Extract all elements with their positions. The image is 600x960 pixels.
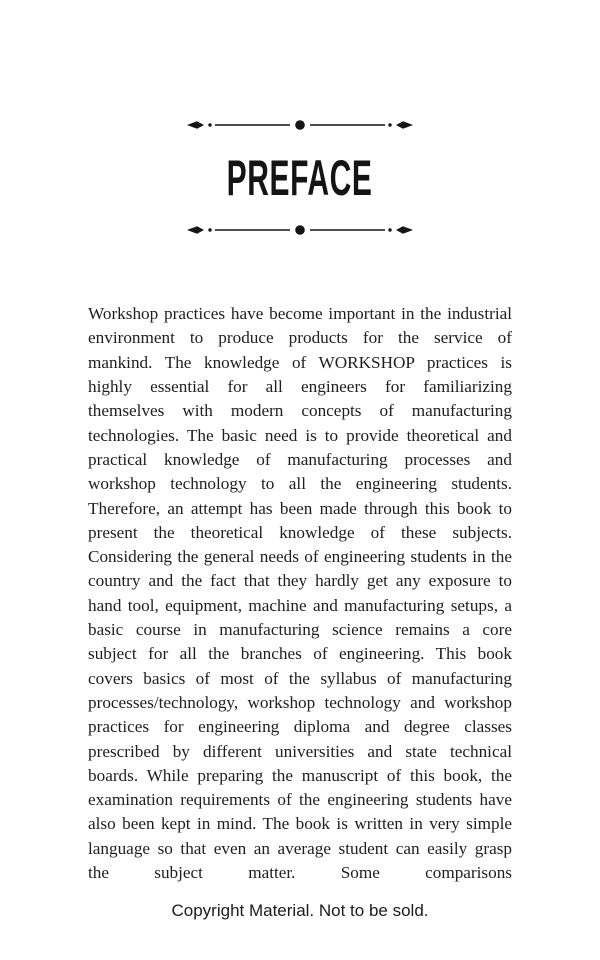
page-title: PREFACE (227, 150, 373, 206)
small-dot-icon (388, 228, 391, 231)
divider-ornament-icon (187, 223, 413, 237)
right-diamond-icon (396, 121, 413, 129)
preface-paragraph: Workshop practices have become important in the industrial environment to produce products for the service of mankind. The knowledge of WORKSHOP practices is highly essential for all engineers for familiarizing themselves with modern concepts of manufacturing technologies. The basic need is to provide theoretical and practical knowledge of manufacturing processes and workshop technology to all the engineering students. Therefore, an attempt has been made through this book to present the theoretical knowledge of these subjects. Considering the general needs of engineering students in the country and the fact that they hardly get any exposure to hand tool, equipment, machine and manufacturing setups, a basic course in manufacturing science remains a core subject for all the branches of engineering. This book covers basics of most of the syllabus of manufacturing processes/technology, workshop technology and workshop practices for engineering diploma and degree classes prescribed by different universities and state technical boards. While preparing the manuscript of this book, the examination requirements of the engineering students have also been kept in mind. The book is written in very simple language so that even an average student can easily grasp the subject matter. Some comparisons (88, 304, 512, 883)
left-diamond-icon (187, 121, 204, 129)
small-dot-icon (208, 228, 211, 231)
left-diamond-icon (187, 226, 204, 234)
small-dot-icon (388, 123, 391, 126)
small-dot-icon (208, 123, 211, 126)
ornamental-divider-bottom (0, 223, 600, 237)
center-dot-icon (295, 120, 305, 130)
divider-ornament-icon (187, 118, 413, 132)
center-dot-icon (295, 225, 305, 235)
right-diamond-icon (396, 226, 413, 234)
copyright-footer: Copyright Material. Not to be sold. (171, 901, 429, 920)
ornamental-divider-top (0, 118, 600, 132)
title-container (0, 146, 600, 210)
